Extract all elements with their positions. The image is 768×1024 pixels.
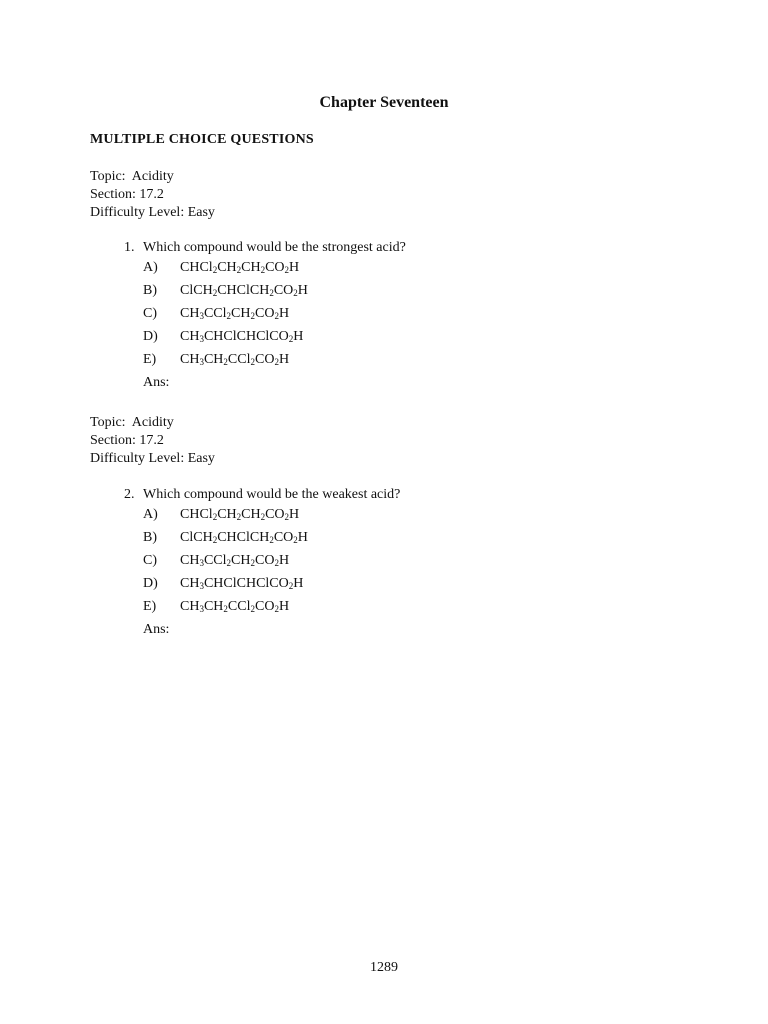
difficulty-label: Difficulty Level: Easy bbox=[90, 451, 215, 466]
option-letter: A) bbox=[143, 260, 158, 275]
option-letter: C) bbox=[143, 306, 157, 321]
option-formula: $ClCH_2CHClCH_2CO_2H$ bbox=[180, 530, 308, 545]
question-text: Which compound would be the weakest acid? bbox=[143, 487, 401, 502]
question-stem bbox=[124, 238, 406, 258]
question-1-metadata bbox=[90, 168, 215, 222]
option-a bbox=[143, 505, 400, 528]
option-letter: D) bbox=[143, 329, 158, 344]
option-formula: $CHCl_2CH_2CH_2CO_2H$ bbox=[180, 260, 300, 275]
question-2-metadata bbox=[90, 414, 215, 468]
option-formula: $ClCH_2CHClCH_2CO_2H$ bbox=[180, 283, 308, 298]
option-letter: C) bbox=[143, 553, 157, 568]
option-e bbox=[143, 597, 400, 620]
option-letter: B) bbox=[143, 283, 157, 298]
option-letter: E) bbox=[143, 599, 157, 614]
option-b bbox=[143, 528, 400, 551]
option-letter: D) bbox=[143, 576, 158, 591]
answer-options bbox=[143, 258, 406, 373]
section-label: Section: 17.2 bbox=[90, 187, 164, 202]
option-letter: E) bbox=[143, 352, 157, 367]
option-formula: $CH_3CH_2CCl_2CO_2H$ bbox=[180, 599, 290, 614]
answer-label: Ans: bbox=[143, 375, 170, 390]
question-1 bbox=[124, 238, 406, 393]
question-number: 1. bbox=[124, 240, 135, 255]
option-b bbox=[143, 281, 406, 304]
difficulty-label: Difficulty Level: Easy bbox=[90, 205, 215, 220]
question-text: Which compound would be the strongest acid? bbox=[143, 240, 406, 255]
option-formula: $CHCl_2CH_2CH_2CO_2H$ bbox=[180, 507, 300, 522]
topic-label: Topic: Acidity bbox=[90, 169, 174, 184]
answer-label: Ans: bbox=[143, 622, 170, 637]
option-c bbox=[143, 551, 400, 574]
option-d bbox=[143, 574, 400, 597]
option-a bbox=[143, 258, 406, 281]
option-letter: A) bbox=[143, 507, 158, 522]
chapter-title: Chapter Seventeen bbox=[319, 94, 449, 111]
question-number: 2. bbox=[124, 487, 135, 502]
option-formula: $CH_3CHClCHClCO_2H$ bbox=[180, 329, 304, 344]
question-2 bbox=[124, 485, 400, 640]
page-number: 1289 bbox=[370, 960, 398, 975]
section-label: Section: 17.2 bbox=[90, 433, 164, 448]
option-c bbox=[143, 304, 406, 327]
option-formula: $CH_3CHClCHClCO_2H$ bbox=[180, 576, 304, 591]
section-heading: MULTIPLE CHOICE QUESTIONS bbox=[90, 132, 314, 147]
option-formula: $CH_3CCl_2CH_2CO_2H$ bbox=[180, 553, 290, 568]
option-letter: B) bbox=[143, 530, 157, 545]
option-formula: $CH_3CH_2CCl_2CO_2H$ bbox=[180, 352, 290, 367]
answer-options bbox=[143, 505, 400, 620]
topic-label: Topic: Acidity bbox=[90, 415, 174, 430]
option-formula: $CH_3CCl_2CH_2CO_2H$ bbox=[180, 306, 290, 321]
question-stem bbox=[124, 485, 400, 505]
option-e bbox=[143, 350, 406, 373]
option-d bbox=[143, 327, 406, 350]
